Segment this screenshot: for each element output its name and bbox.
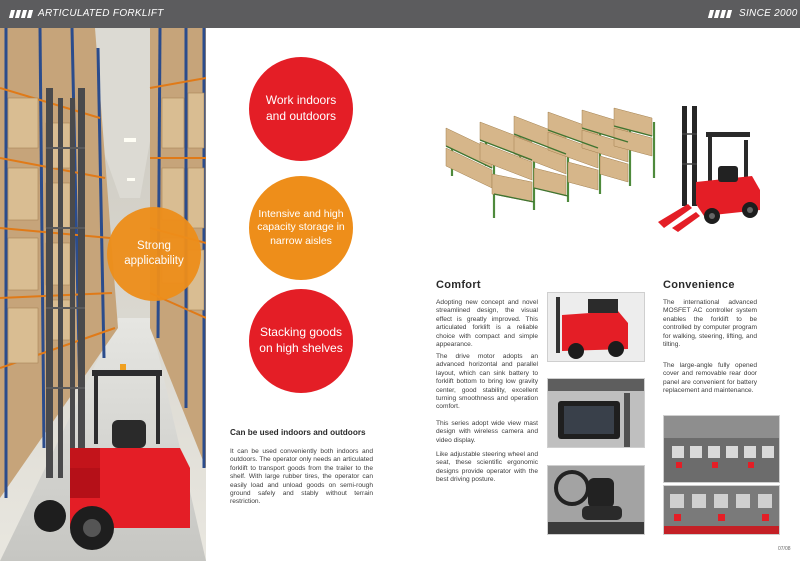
stripes-icon [10, 10, 32, 18]
comfort-p2: The drive motor adopts an advanced horizontal and parallel layout, which can sink battery to forklift bottom to bring low gravity center, good stability, excellent turning smoothness and operation comfort. [436, 353, 538, 411]
header-right-title: SINCE 2000 [739, 8, 798, 19]
comfort-p1: Adopting new concept and novel streamlined design, the visual effect is greatly improved. This articulated forklift is a reliable choice with compact and simple appearance. [436, 299, 538, 349]
comfort-heading: Comfort [436, 279, 481, 291]
battery-photo-top [663, 415, 780, 483]
stacking-circle [249, 289, 353, 393]
forklift-illustration [652, 104, 764, 234]
strong-applicability-circle [107, 207, 201, 301]
storage-circle [249, 176, 353, 280]
comfort-p3: This series adopt wide view mast design with wireless camera and video display. [436, 420, 538, 444]
indoors-outdoors-text: Work indoors and outdoors [265, 93, 337, 123]
stripes-icon [709, 10, 731, 18]
convenience-p2: The large-angle fully opened cover and removable rear door panel are convenient for battery replacement and maintenance. [663, 362, 757, 395]
indoors-outdoors-circle [249, 57, 353, 161]
convenience-heading: Convenience [663, 279, 735, 291]
forklift-side-photo [547, 292, 645, 362]
stacking-text: Stacking goods on high shelves [259, 325, 343, 355]
page-number: 07/08 [778, 546, 791, 552]
indoors-heading: Can be used indoors and outdoors [230, 428, 366, 437]
racking-illustration [444, 106, 658, 230]
convenience-p1: The international advanced MOSFET AC controller system enables the forklift to be controlled by computer program for walking, steering, lifting, and tilting. [663, 299, 757, 349]
battery-photo-bottom [663, 485, 780, 535]
indoors-body: It can be used conveniently both indoors and outdoors. The operator only needs an articulated forklift to transport goods from the trailer to the shelf. With large rubber tires, the operator can easily load and unload goods on semi-rough ground safely and stably without terrain restriction. [230, 448, 373, 506]
strong-applicability-text: Strong applicability [124, 240, 184, 267]
header-left-title: ARTICULATED FORKLIFT [38, 8, 164, 19]
header-bar [0, 0, 800, 28]
camera-display-photo [547, 378, 645, 448]
comfort-p4: Like adjustable steering wheel and seat, these scientific ergonomic designs provide operator with the best driving posture. [436, 451, 538, 484]
seat-steering-photo [547, 465, 645, 535]
storage-text: Intensive and high capacity storage in narrow aisles [257, 207, 345, 247]
